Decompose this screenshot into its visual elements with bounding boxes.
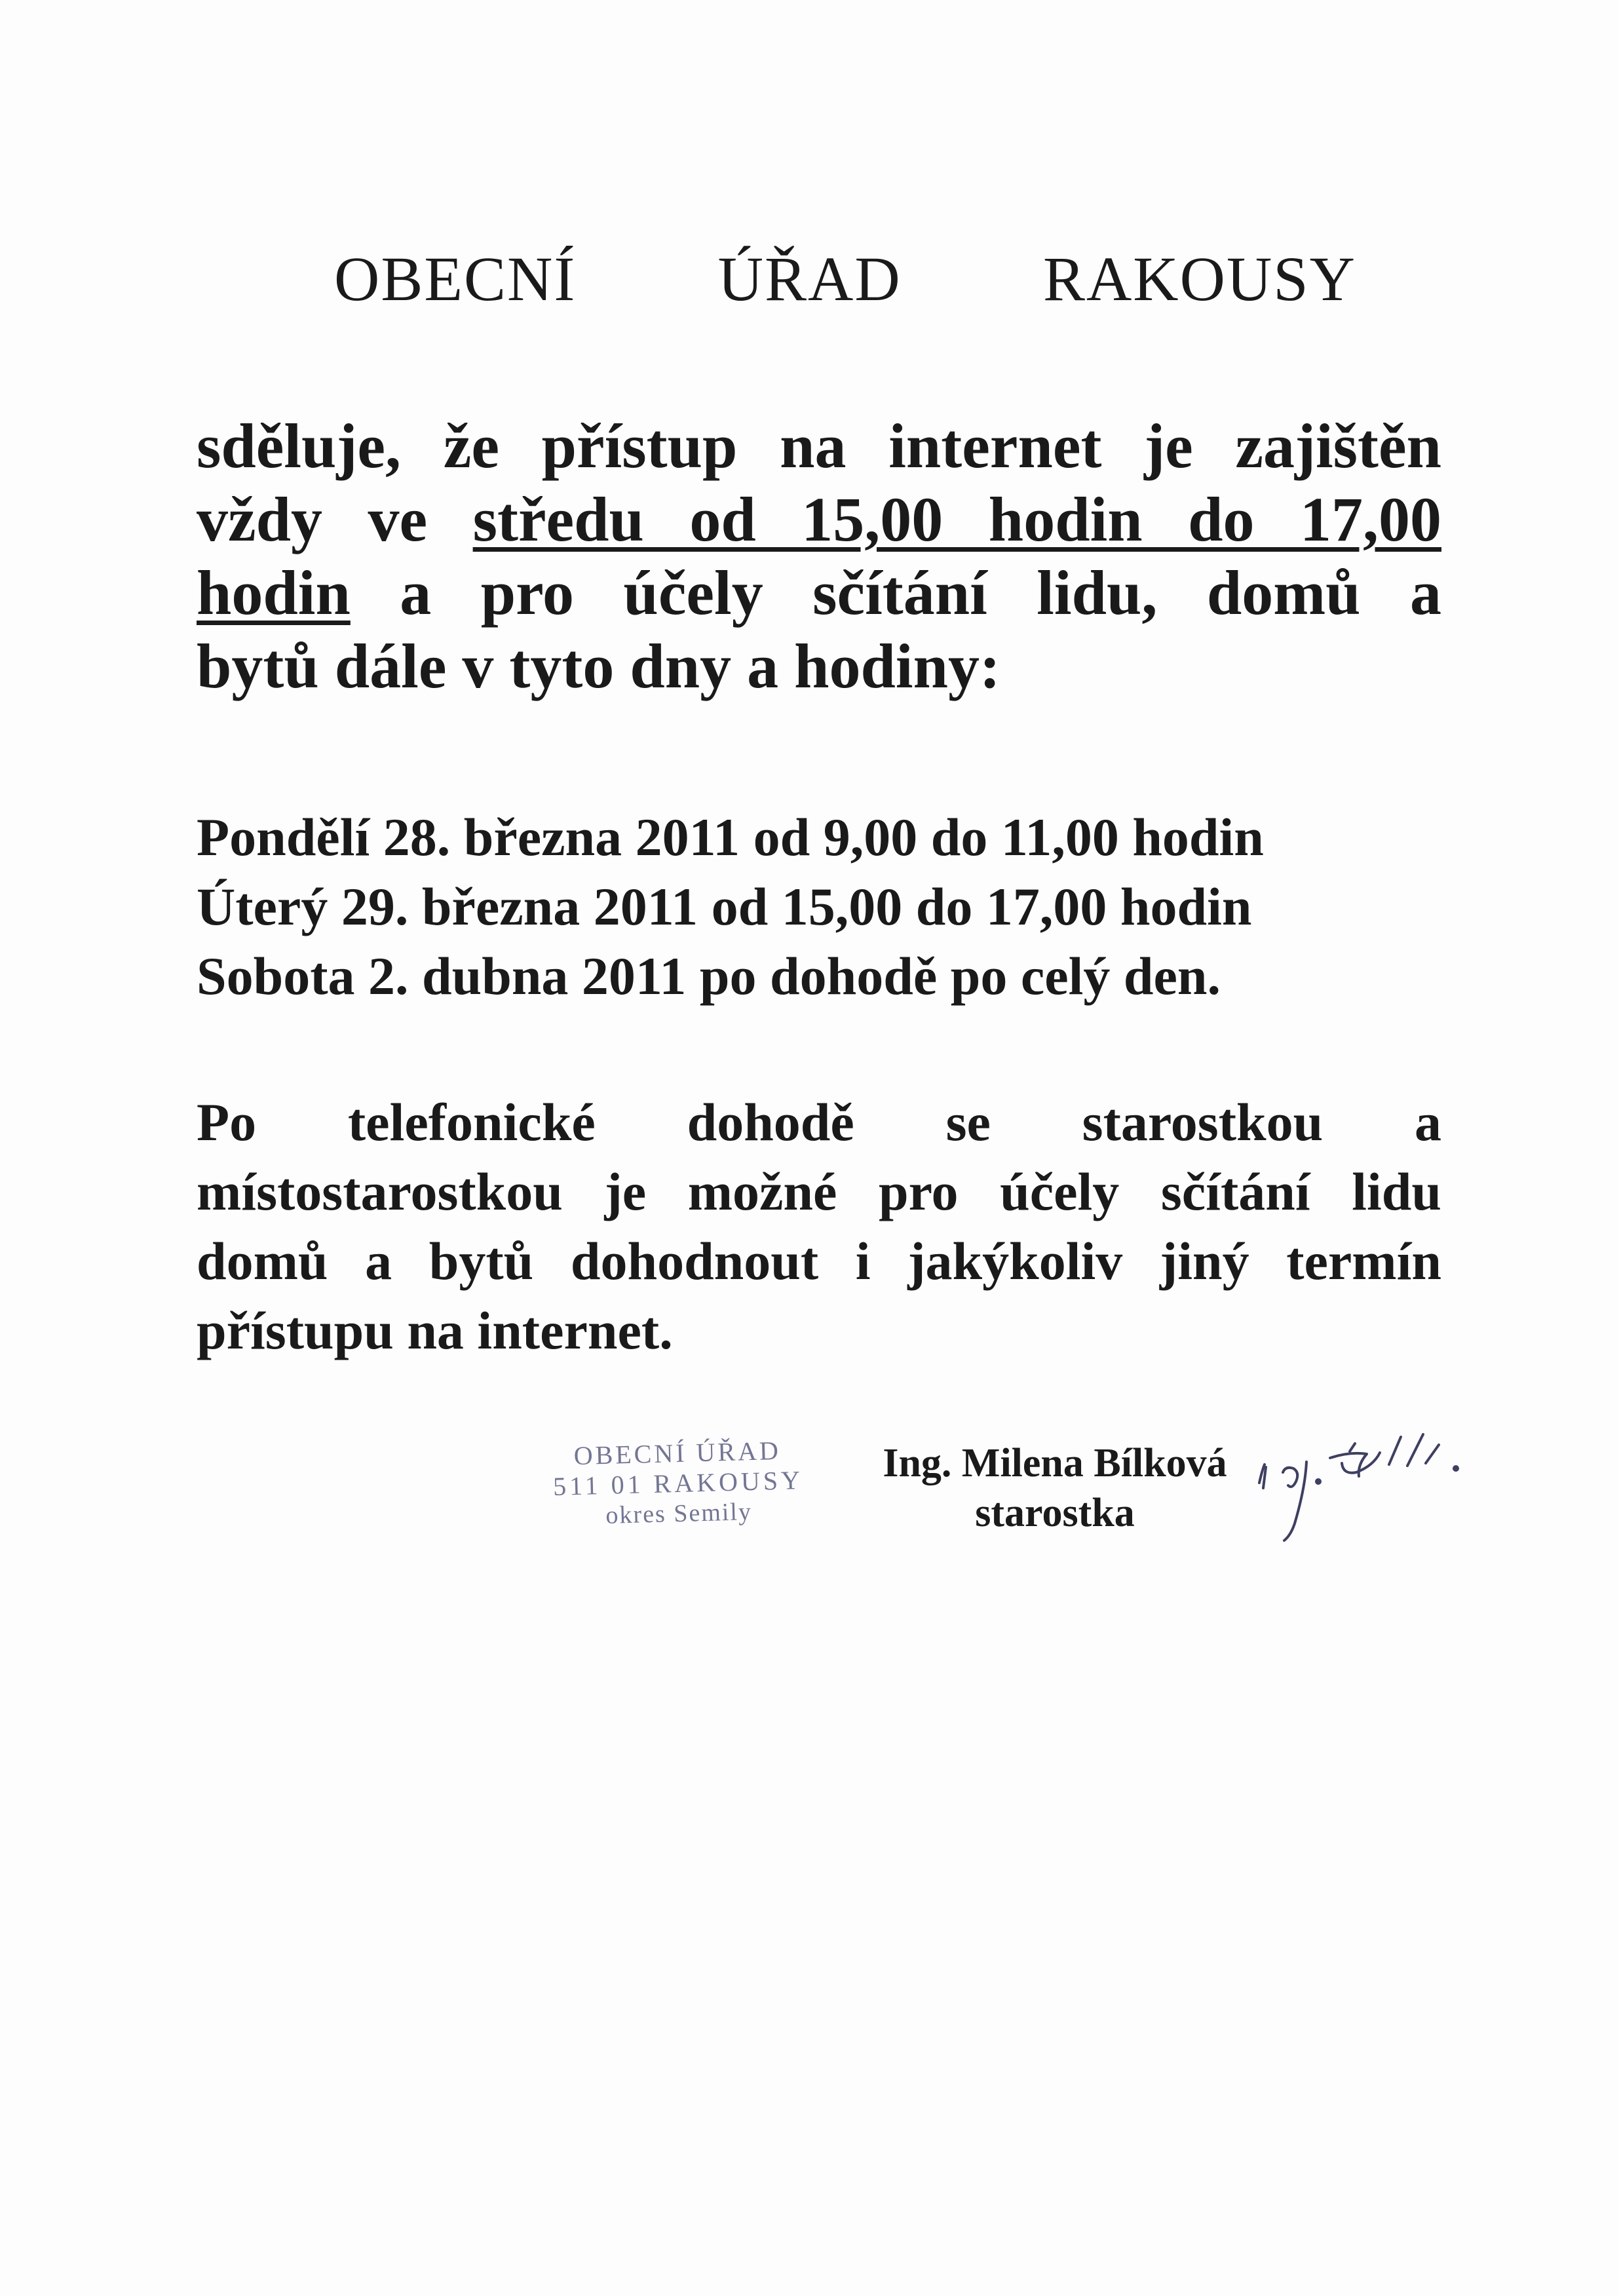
intro-line-1: sděluje, že přístup na internet je zajištěn	[197, 411, 1441, 481]
schedule-item-monday: Pondělí 28. března 2011 od 9,00 do 11,00 hodin	[197, 807, 1264, 867]
title-word-1: OBECNÍ	[334, 244, 577, 314]
note-line-3: domů a bytů dohodnout i jakýkoliv jiný termín	[197, 1231, 1441, 1291]
signer-name: Ing. Milena Bílková	[883, 1441, 1227, 1485]
intro-line-3	[197, 556, 1441, 630]
intro-line-3-rest: a pro účely sčítání lidu, domů a	[400, 558, 1441, 628]
schedule-item-saturday: Sobota 2. dubna 2011 po dohodě po celý den.	[197, 946, 1221, 1006]
signer-role: starostka	[975, 1491, 1135, 1535]
handwritten-signature	[1245, 1425, 1520, 1556]
intro-underlined-hodin: hodin	[197, 558, 351, 628]
title-word-3: RAKOUSY	[1042, 244, 1356, 314]
intro-line-2-prefix: vždy ve	[197, 484, 428, 554]
intro-line-4: bytů dále v tyto dny a hodiny:	[197, 631, 1000, 701]
schedule-item-tuesday: Úterý 29. března 2011 od 15,00 do 17,00 hodin	[197, 877, 1252, 936]
intro-paragraph	[197, 410, 1441, 703]
signer-block	[858, 1438, 1251, 1538]
intro-underlined-time: středu od 15,00 hodin do 17,00	[472, 484, 1442, 554]
note-line-2: místostarostkou je možné pro účely sčítání lidu	[197, 1162, 1441, 1221]
note-line-1: Po telefonické dohodě se starostkou a	[197, 1092, 1441, 1152]
title-word-2: ÚŘAD	[717, 244, 902, 314]
note-paragraph	[197, 1088, 1441, 1366]
intro-line-2	[197, 483, 1441, 556]
schedule-list	[197, 803, 1441, 1011]
stamp-line-3: okres Semily	[605, 1498, 753, 1529]
stamp-line-1: OBECNÍ ÚŘAD	[573, 1435, 782, 1471]
page-title	[334, 242, 1356, 315]
stamp-line-2: 511 01 RAKOUSY	[552, 1465, 804, 1501]
office-stamp	[549, 1435, 807, 1532]
note-line-4: přístupu na internet.	[197, 1301, 673, 1360]
